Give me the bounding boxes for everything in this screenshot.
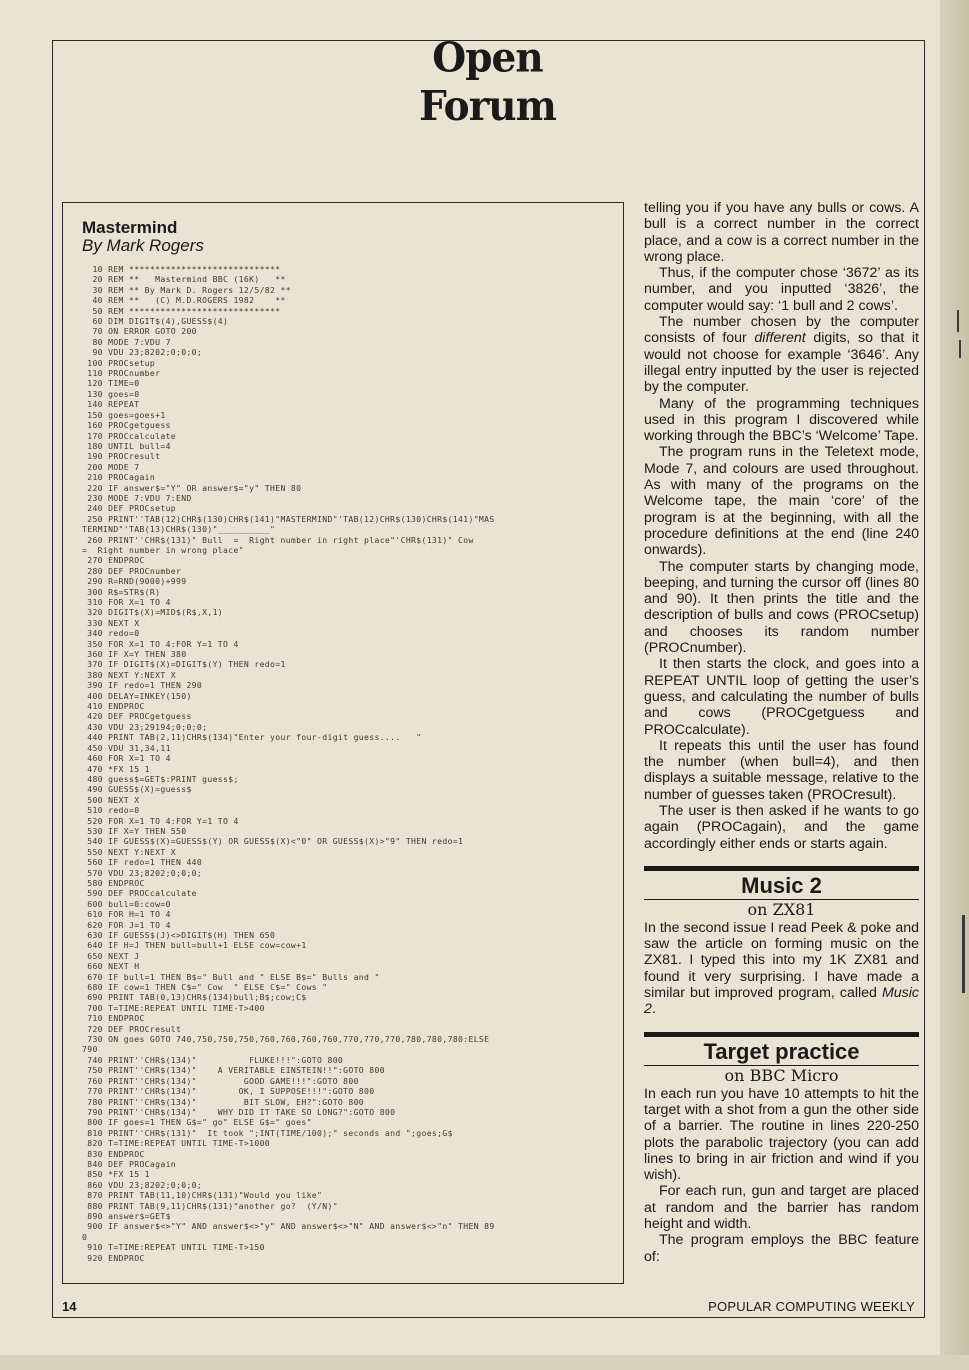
- paragraph: telling you if you have any bulls or cows. A bull is a correct number in the correct place, and a cow is a correct number in the wrong place.: [644, 200, 919, 265]
- paragraph: It then starts the clock, and goes into a REPEAT UNTIL loop of getting the user’s guess, and calculating the number of bulls and cows (PROCgetguess and PROCcalculate).: [644, 656, 919, 738]
- emphasis: different: [754, 330, 806, 347]
- article-title: Mastermind: [82, 218, 178, 237]
- target-heading: Target practice: [703, 1038, 860, 1064]
- article-byline: By Mark Rogers: [82, 236, 204, 255]
- paragraph: The program runs in the Teletext mode, Mode 7, and colours are used throughout. As with many of the programs on the Welcome tape, the main ‘core’ of the program is at the beginning, with all the procedure definitions at the end (line 240 onwards).: [644, 444, 919, 559]
- section-rule: [644, 866, 919, 871]
- paragraph: The program employs the BBC feature of:: [644, 1232, 919, 1265]
- paragraph: Thus, if the computer chose ‘3672’ as its number, and you inputted ‘3826’, the computer would say: ‘1 bull and 2 cows’.: [644, 265, 919, 314]
- music-heading: Music 2: [741, 872, 822, 898]
- paragraph: It repeats this until the user has found the number (when bull=4), and then displays a suitable message, relative to the number of guesses taken (PROCresult).: [644, 737, 919, 803]
- music-article-text: In the second issue I read Peek & poke and saw the article on forming music on the ZX81. I typed this into my 1K ZX81 and found it very surprising. I have made a similar but improved program, called Music 2.: [644, 919, 919, 1018]
- paragraph: Many of the programming techniques used in this program I discovered while working through the BBC’s ‘Welcome’ Tape.: [644, 395, 919, 445]
- print-mark: [957, 310, 959, 332]
- print-mark: [959, 340, 961, 358]
- right-column: [644, 200, 919, 1265]
- page-number: 14: [62, 1299, 77, 1314]
- emphasis: Music 2: [644, 985, 919, 1018]
- music-deck: on ZX81: [747, 899, 816, 919]
- print-mark: [962, 915, 965, 993]
- magazine-name: POPULAR COMPUTING WEEKLY: [708, 1299, 915, 1314]
- program-listing: 10 REM ***************************** 20 REM ** Mastermind BBC (16K) ** 30 REM ** By Mark D. Rogers 12/5/82 ** 40 REM ** (C) M.D.ROGERS 1982 ** 50 REM ***************************** 60 DIM DIGIT$(4),GUESS$(4) 70 ON ERROR GOTO 200 80 MODE 7:VDU 7 90 VDU 23;8202;0;0;0; 100 PROCsetup 110 PROCnumber 120 TIME=0 130 goes=0 140 REPEAT 150 goes=goes+1 160 PROCgetguess 170 PROCcalculate 180 UNTIL bull=4 190 PROCresult 200 MODE 7 210 PROCagain 220 IF answer$="Y" OR answer$="y" THEN 80 230 MODE 7:VDU 7:END 240 DEF PROCsetup 250 PRINT''TAB(12)CHR$(130)CHR$(141)"MASTERMIND"'TAB(12)CHR$(130)CHR$(141)"MAS TERMIND"'TAB(13)CHR$(130)"__________" 260 PRINT''CHR$(131)" Bull = Right number in right place"'CHR$(131)" Cow = Right number in wrong place" 270 ENDPROC 280 DEF PROCnumber 290 R=RND(9000)+999 300 R$=STR$(R) 310 FOR X=1 TO 4 320 DIGIT$(X)=MID$(R$,X,1) 330 NEXT X 340 redo=0 350 FOR X=1 TO 4:FOR Y=1 TO 4 360 IF X=Y THEN 380 370 IF DIGIT$(X)=DIGIT$(Y) THEN redo=1 380 NEXT Y:NEXT X 390 IF redo=1 THEN 290 400 DELAY=INKEY(150) 410 ENDPROC 420 DEF PROCgetguess 430 VDU 23;29194;0;0;0; 440 PRINT TAB(2,11)CHR$(134)"Enter your four-digit guess.... " 450 VDU 31,34,11 460 FOR X=1 TO 4 470 *FX 15 1 480 guess$=GET$:PRINT guess$; 490 GUESS$(X)=guess$ 500 NEXT X 510 redo=0 520 FOR X=1 TO 4:FOR Y=1 TO 4 530 IF X=Y THEN 550 540 IF GUESS$(X)=GUESS$(Y) OR GUESS$(X)<"0" OR GUESS$(X)>"9" THEN redo=1 550 NEXT Y:NEXT X 560 IF redo=1 THEN 440 570 VDU 23;8202;0;0;0; 580 ENDPROC 590 DEF PROCcalculate 600 bull=0:cow=0 610 FOR H=1 TO 4 620 FOR J=1 TO 4 630 IF GUESS$(J)<>DIGIT$(H) THEN 650 640 IF H=J THEN bull=bull+1 ELSE cow=cow+1 650 NEXT J 660 NEXT H 670 IF bull=1 THEN B$=" Bull and " ELSE B$=" Bulls and " 680 IF cow=1 THEN C$=" Cow " ELSE C$=" Cows " 690 PRINT TAB(0,13)CHR$(134)bull;B$;cow;C$ 700 T=TIME:REPEAT UNTIL TIME-T>400 710 ENDPROC 720 DEF PROCresult 730 ON goes GOTO 740,750,750,750,760,760,760,760,770,770,770,780,780,780:ELSE 790 740 PRINT''CHR$(134)" FLUKE!!!":GOTO 800 750 PRINT''CHR$(134)" A VERITABLE EINSTEIN!!":GOTO 800 760 PRINT''CHR$(134)" GOOD GAME!!!":GOTO 800 770 PRINT''CHR$(134)" OK, I SUPPOSE!!!":GOTO 800 780 PRINT''CHR$(134)" BIT SLOW, EH?":GOTO 800 790 PRINT''CHR$(134)" WHY DID IT TAKE SO LONG?":GOTO 800 800 IF goes=1 THEN G$=" go" ELSE G$=" goes" 810 PRINT''CHR$(131)" It took ";INT(TIME/100);" seconds and ";goes;G$ 820 T=TIME:REPEAT UNTIL TIME-T>1000 830 ENDPROC 840 DEF PROCagain 850 *FX 15 1 860 VDU 23;8202;0;0;0; 870 PRINT TAB(11,10)CHR$(131)"Would you like" 880 PRINT TAB(9,11)CHR$(131)"another go? (Y/N)" 890 answer$=GET$ 900 IF answer$<>"Y" AND answer$<>"y" AND answer$<>"N" AND answer$<>"n" THEN 89 0 910 T=TIME:REPEAT UNTIL TIME-T>150 920 ENDPROC: [82, 264, 495, 1263]
- paragraph: The number chosen by the computer consists of four different digits, so that it would not choose for example ‘3646’. Any illegal entry inputted by the user is rejected by the computer.: [644, 314, 919, 396]
- paragraph: The user is then asked if he wants to go again (PROCagain), and the game accordingly either ends or starts again.: [644, 802, 919, 852]
- mastermind-description: [644, 200, 919, 852]
- paragraph: For each run, gun and target are placed at random and the barrier has random height and width.: [644, 1183, 919, 1233]
- section-rule: [644, 1032, 919, 1037]
- paragraph: The computer starts by changing mode, beeping, and turning the cursor off (lines 80 and 90). It then prints the title and the description of bulls and cows (PROCsetup) and chooses its random number (PROCnumber).: [644, 558, 919, 657]
- paragraph: In each run you have 10 attempts to hit the target with a shot from a gun the other side of a barrier. The routine in lines 220-250 plots the parabolic trajectory (you can add lines to bring in air friction and wind if you wish).: [644, 1085, 919, 1184]
- target-deck: on BBC Micro: [724, 1065, 839, 1085]
- target-article-text: [644, 1086, 919, 1265]
- section-title: Open Forum: [419, 33, 556, 131]
- page-bottom-edge: [0, 1355, 969, 1370]
- page-edge: [940, 0, 969, 1370]
